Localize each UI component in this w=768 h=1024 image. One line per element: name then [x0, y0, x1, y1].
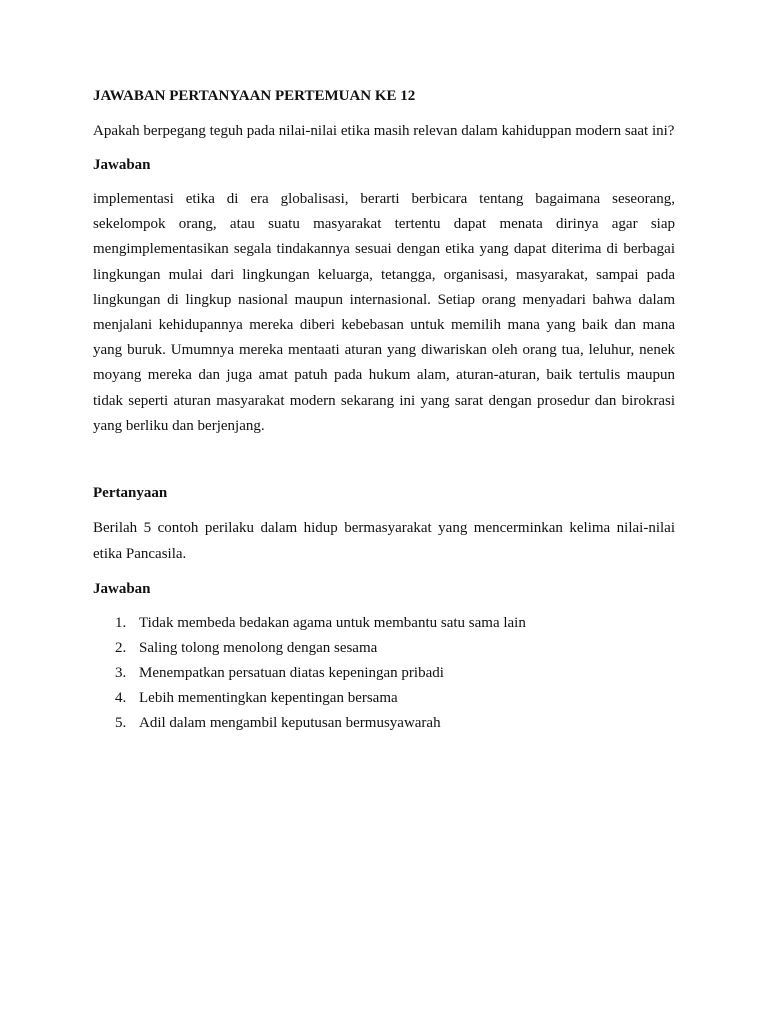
document-title: JAWABAN PERTANYAAN PERTEMUAN KE 12 [93, 88, 416, 104]
answer-1-label: Jawaban [93, 157, 151, 173]
question-2-text: Berilah 5 contoh perilaku dalam hidup bermasyarakat yang mencerminkan kelima nilai-nilai etika Pancasila. [93, 520, 675, 563]
answer-1-text: implementasi etika di era globalisasi, berarti berbicara tentang bagaimana seseorang, sekelompok orang, atau suatu masyarakat tertentu dapat menata dirinya agar siap mengimplementasikan segala tindakannya sesuai dengan etika yang dapat diterima di berbagai lingkungan mulai dari lingkungan keluarga, tetangga, organisasi, masyarakat, sampai pada lingkungan di lingkup nasional maupun internasional. Setiap orang menyadari bahwa dalam menjalani kehidupannya mereka diberi kebebasan untuk memilih mana yang baik dan mana yang buruk. Umumnya mereka mentaati aturan yang diwariskan oleh orang tua, leluhur, nenek moyang mereka dan juga amat patuh pada hukum alam, aturan-aturan, baik tertulis maupun tidak seperti aturan masyarakat modern sekarang ini yang sarat dengan prosedur dan birokrasi yang berliku dan berjenjang. [93, 191, 675, 434]
answer-2-label: Jawaban [93, 581, 151, 598]
list-item [93, 611, 675, 636]
list-item-text: Tidak membeda bedakan agama untuk membantu satu sama lain [139, 615, 526, 632]
list-item-number: 2. [115, 640, 127, 657]
section-spacer [93, 439, 675, 481]
list-item-text: Menempatkan persatuan diatas kepeningan pribadi [139, 665, 444, 682]
document-page [93, 84, 675, 736]
list-item-text: Lebih mementingkan kepentingan bersama [139, 690, 398, 707]
question-2-label: Pertanyaan [93, 485, 168, 502]
list-item-number: 5. [115, 715, 127, 732]
list-item [93, 686, 675, 711]
list-item [93, 711, 675, 736]
question-1-text: Apakah berpegang teguh pada nilai-nilai etika masih relevan dalam kahiduppan modern saat ini? [93, 123, 675, 139]
list-item [93, 636, 675, 661]
answer-2-list [93, 611, 675, 736]
list-item-text: Adil dalam mengambil keputusan bermusyawarah [139, 715, 441, 732]
list-item-number: 3. [115, 665, 127, 682]
list-item-text: Saling tolong menolong dengan sesama [139, 640, 378, 657]
list-item [93, 661, 675, 686]
list-item-number: 1. [115, 615, 127, 632]
list-item-number: 4. [115, 690, 127, 707]
